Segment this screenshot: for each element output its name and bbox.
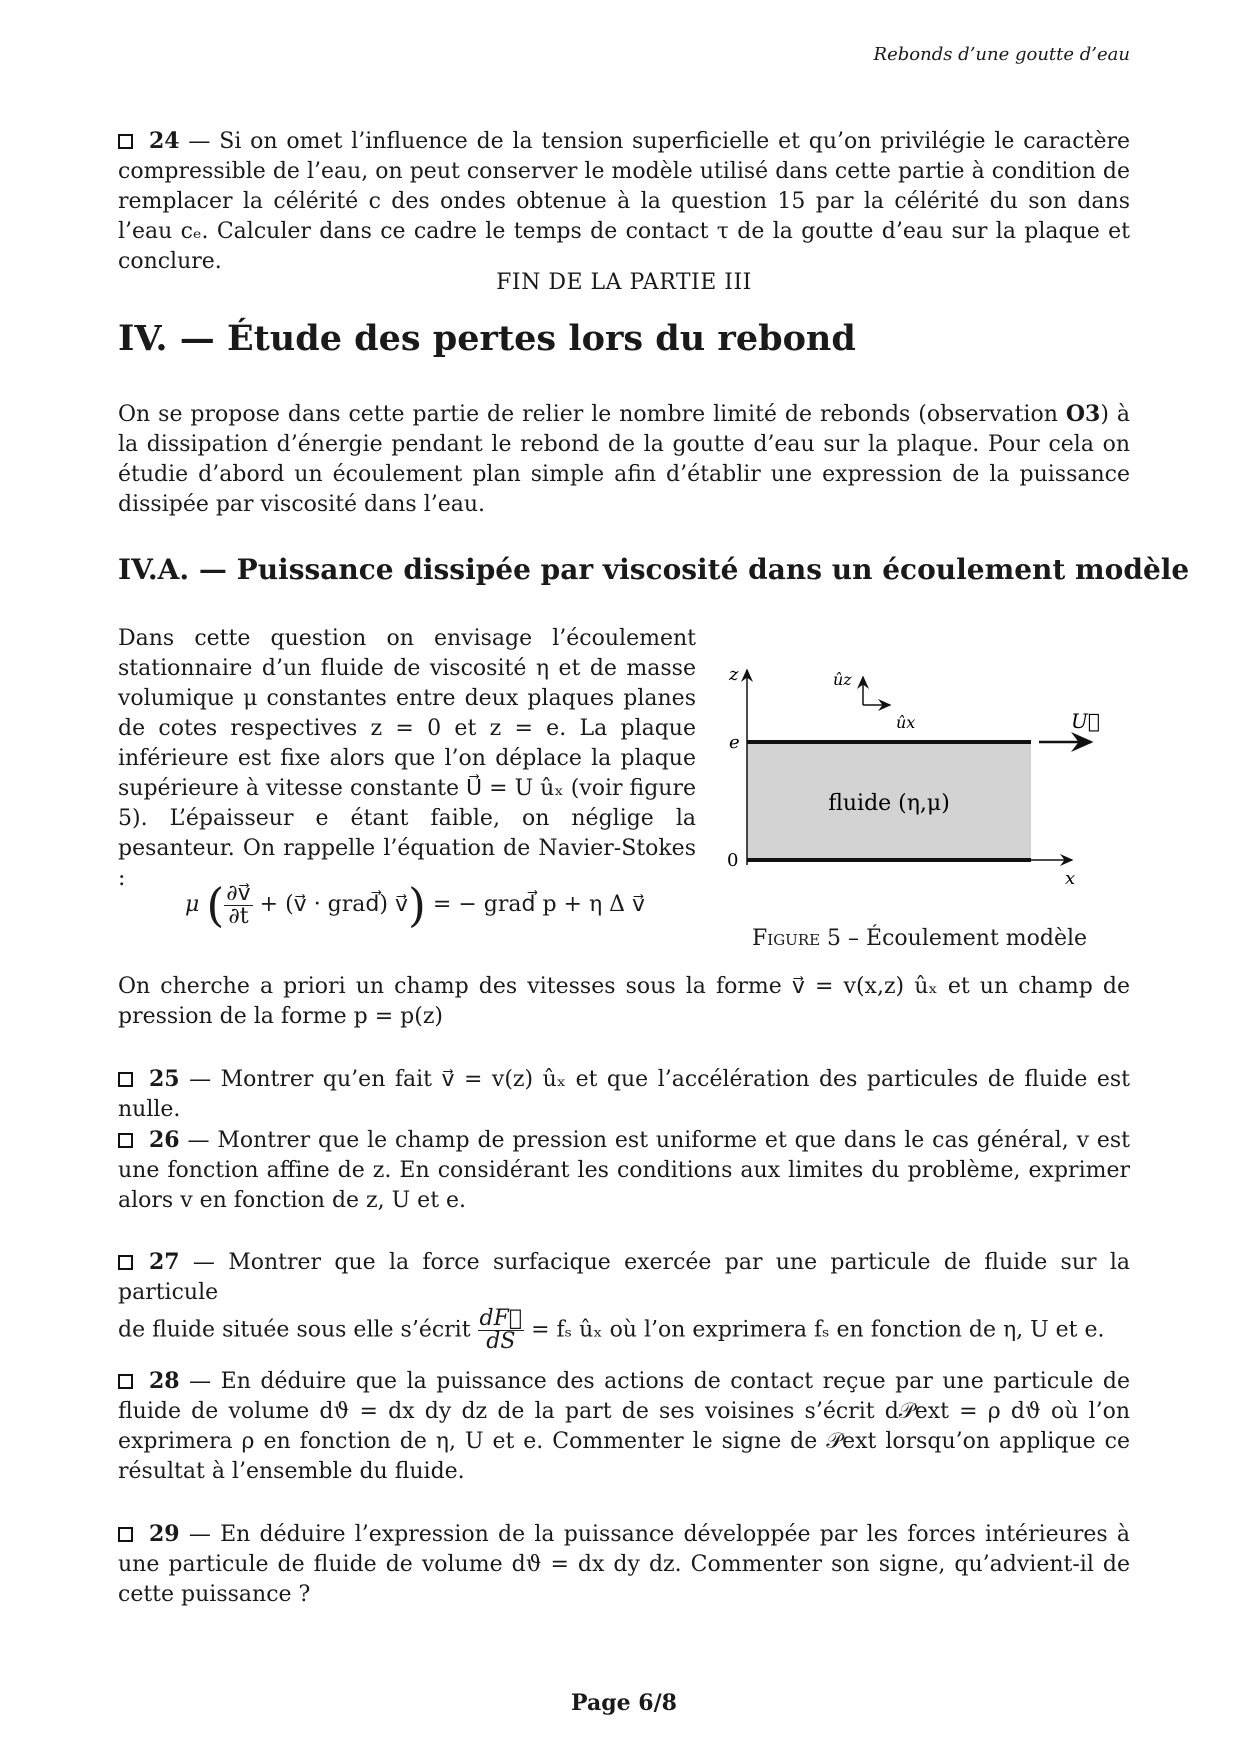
eq-frac-den: ∂t — [228, 903, 249, 929]
eq-middle: + (v⃗ · grad⃗) v⃗ — [259, 892, 408, 917]
search-text: On cherche a priori un champ des vitesses sous la forme v⃗ = v(x,z) ûₓ et un champ de pression de la forme p = p(z) — [118, 974, 1130, 1029]
question-text: — En déduire l’expression de la puissance développée par les forces intérieures à une particule de fluide de volume dϑ = dx dy dz. Commenter son signe, qu’advient-il de cette puissance ? — [118, 1522, 1130, 1607]
question-27 — [118, 1247, 1130, 1353]
label-z: z — [729, 664, 739, 685]
checkbox-icon — [118, 1133, 133, 1148]
checkbox-icon — [118, 1374, 133, 1389]
end-of-part: FIN DE LA PARTIE III — [496, 270, 752, 295]
question-number: 24 — [149, 128, 180, 154]
figure-caption-label: Figure 5 — [752, 926, 842, 951]
label-uz: ûz — [833, 670, 852, 689]
setup-text: Dans cette question on envisage l’écoulement stationnaire d’un fluide de viscosité η et de masse volumique μ constantes entre deux plaques planes de cotes respectives z = 0 et z = e. La plaque inférieure est fixe alors que l’on déplace la plaque supérieure à vitesse constante U⃗ = U ûₓ (voir figure 5). L’épaisseur e étant faible, on néglige la pesanteur. On rappelle l’équation de Navier-Stokes : — [118, 626, 696, 891]
question-text: — Si on omet l’influence de la tension superficielle et qu’on privilégie le caractère compressible de l’eau, on peut conserver le modèle utilisé dans cette partie à condition de remplacer la célérité c des ondes obtenue à la question 15 par la célérité du son dans l’eau cₑ. Calculer dans ce cadre le temps de contact τ de la goutte d’eau sur la plaque et conclure. — [118, 129, 1130, 274]
intro-text-rest: ) à la dissipation d’énergie pendant le rebond de la goutte d’eau sur la plaque. Pour cela on étudie d’abord un écoulement plan simple afin d’établir une expression de la puissance dissipée par viscosité dans l’eau. — [118, 402, 1130, 517]
checkbox-icon — [118, 1527, 133, 1542]
page-number: Page 6/8 — [571, 1690, 677, 1716]
intro-text: On se propose dans cette partie de relier le nombre limité de rebonds (observation — [118, 402, 1066, 427]
figure-caption — [752, 926, 1087, 951]
question-text: — Montrer que le champ de pression est uniforme et que dans le cas général, v est une fonction affine de z. En considérant les conditions aux limites du problème, exprimer alors v en fonction de z, U et e. — [118, 1128, 1130, 1213]
question-24 — [118, 126, 1130, 277]
search-paragraph — [118, 972, 1130, 1032]
question-28 — [118, 1366, 1130, 1487]
fluid-label: fluide (η,μ) — [828, 791, 950, 816]
eq-mu: μ — [185, 892, 200, 917]
flow-diagram — [715, 650, 1135, 950]
setup-paragraph — [118, 624, 696, 894]
eq-fraction — [224, 880, 252, 929]
label-U: U⃗ — [1071, 709, 1100, 733]
subsection-title: IV.A. — Puissance dissipée par viscosité dans un écoulement modèle — [118, 553, 1190, 586]
eq-paren-open: ( — [206, 878, 225, 932]
observation-ref: O3 — [1065, 401, 1101, 427]
question-text-3: = fₛ ûₓ où l’on exprimera fₛ en fonction de η, U et e. — [524, 1317, 1105, 1343]
question-number: 27 — [149, 1249, 180, 1275]
frac-num: dF⃗ — [479, 1306, 523, 1331]
question-text: — Montrer que la force surfacique exercée par une particule de fluide sur la particule — [118, 1250, 1130, 1305]
question-number: 25 — [149, 1066, 180, 1092]
navier-stokes-equation — [185, 878, 645, 932]
checkbox-icon — [118, 1072, 133, 1087]
force-fraction — [478, 1308, 525, 1353]
running-header: Rebonds d’une goutte d’eau — [873, 44, 1130, 65]
section-title: IV. — Étude des pertes lors du rebond — [118, 318, 856, 359]
eq-paren-close: ) — [407, 878, 426, 932]
label-zero: 0 — [727, 850, 739, 871]
label-e: e — [729, 732, 740, 753]
intro-paragraph — [118, 399, 1130, 520]
figure-5 — [715, 650, 1135, 950]
figure-caption-text: – Écoulement modèle — [841, 926, 1088, 951]
question-26 — [118, 1125, 1130, 1216]
checkbox-icon — [118, 1255, 133, 1270]
frac-den: dS — [486, 1329, 516, 1354]
eq-frac-num: ∂v⃗ — [226, 880, 251, 906]
question-29 — [118, 1519, 1130, 1610]
question-number: 28 — [149, 1368, 180, 1394]
question-25 — [118, 1064, 1130, 1125]
checkbox-icon — [118, 134, 133, 149]
eq-rhs: = − grad⃗ p + η Δ v⃗ — [432, 892, 646, 917]
question-number: 29 — [149, 1521, 180, 1547]
question-text: — En déduire que la puissance des actions de contact reçue par une particule de fluide de volume dϑ = dx dy dz de la part de ses voisines s’écrit d𝒫ext = ρ dϑ où l’on exprimera ρ en fonction de η, U et e. Commenter le signe de 𝒫ext lorsqu’on applique ce résultat à l’ensemble du fluide. — [118, 1369, 1130, 1484]
question-text-2: de fluide située sous elle s’écrit — [118, 1317, 478, 1343]
question-number: 26 — [149, 1127, 180, 1153]
question-text: — Montrer qu’en fait v⃗ = v(z) ûₓ et que l’accélération des particules de fluide est nulle. — [118, 1067, 1130, 1122]
label-ux: ûx — [896, 713, 916, 732]
label-x: x — [1065, 868, 1076, 889]
